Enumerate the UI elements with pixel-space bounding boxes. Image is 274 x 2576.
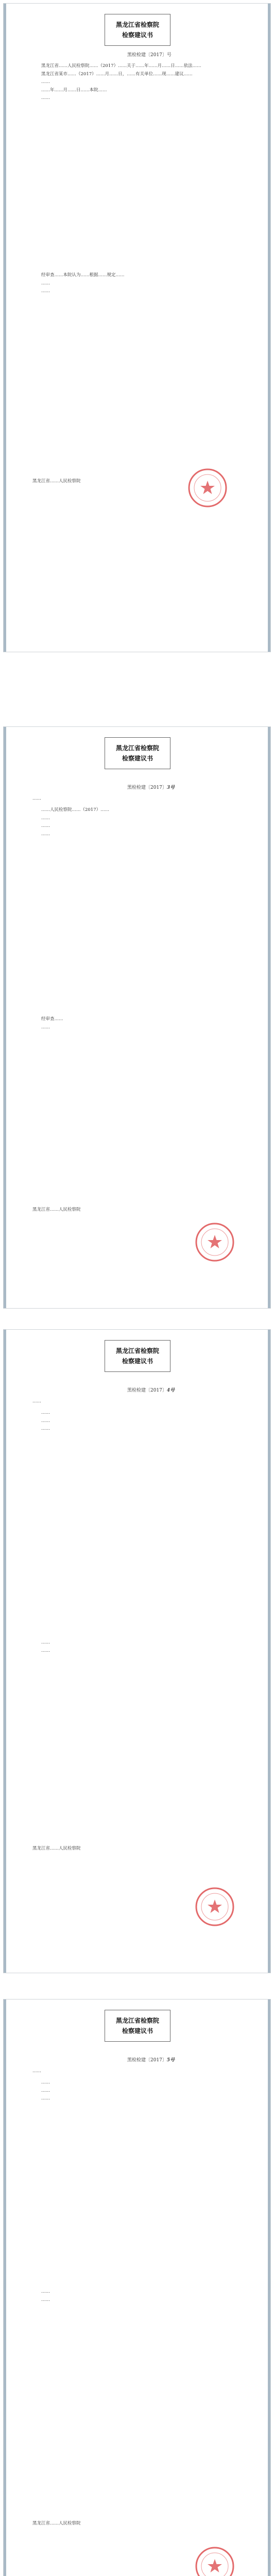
- page-edge-left: [4, 1330, 6, 1973]
- body-paragraph: ……: [41, 2297, 50, 2302]
- body-paragraph: ……: [41, 831, 50, 837]
- header-org: 黑龙江省检察院: [115, 1347, 159, 1354]
- body-paragraph: 黑龙江省某市……（2017）……月……日，……有关单位……现……建议……: [41, 71, 193, 77]
- salutation: ……: [32, 2069, 41, 2074]
- body-paragraph: ……: [41, 280, 50, 286]
- body-section-2: [32, 1639, 244, 1655]
- body-paragraph: ……年……月……日……本院……: [41, 87, 107, 93]
- body-paragraph: ……: [41, 2289, 50, 2294]
- doc-number-handwritten: 5号: [166, 2058, 175, 2063]
- body-section-2: [32, 1015, 244, 1031]
- doc-number-handwritten: 4号: [166, 1388, 175, 1393]
- document-header-box: [105, 1340, 170, 1372]
- signoff: 黑龙江省……人民检察院: [32, 1846, 81, 1851]
- doc-number: 黑检检建〔2017〕3号: [127, 785, 175, 790]
- doc-number: 黑检检建〔2017〕4号: [127, 1388, 175, 1393]
- body-section-2: [32, 2288, 244, 2304]
- body-paragraph: ……: [41, 1648, 50, 1653]
- header-org: 黑龙江省检察院: [115, 21, 159, 28]
- official-seal: [194, 1886, 235, 1927]
- header-title: 检察建议书: [122, 1358, 153, 1365]
- header-org: 黑龙江省检察院: [115, 744, 159, 752]
- document-header-box: [105, 737, 170, 769]
- page-2: [3, 726, 271, 1309]
- header-org: 黑龙江省检察院: [115, 2017, 159, 2024]
- signoff: 黑龙江省……人民检察院: [32, 1207, 81, 1212]
- body-section-1: [32, 2079, 244, 2103]
- body-section-2: [32, 272, 244, 296]
- doc-number: 黑检检建〔2017〕号: [127, 53, 172, 58]
- body-section-1: [32, 62, 244, 103]
- body-paragraph: ……: [41, 815, 50, 821]
- page-1: [3, 3, 271, 652]
- page-4: [3, 1999, 271, 2576]
- header-title: 检察建议书: [122, 31, 153, 39]
- body-section-1: [32, 1409, 244, 1433]
- body-paragraph: ……: [41, 823, 50, 828]
- body-paragraph: ……: [41, 1640, 50, 1645]
- body-paragraph: ……: [41, 79, 50, 84]
- doc-number-handwritten: 3号: [166, 785, 175, 790]
- official-seal: [187, 467, 228, 509]
- page-3: [3, 1329, 271, 1973]
- salutation: ……: [32, 1399, 41, 1404]
- body-paragraph: ……: [41, 2096, 50, 2101]
- body-paragraph: ……: [41, 2080, 50, 2085]
- signoff: 黑龙江省……人民检察院: [32, 2521, 81, 2526]
- body-paragraph: 经审查……: [41, 1016, 63, 1022]
- body-paragraph: ……: [41, 1426, 50, 1431]
- page-edge-right: [268, 1330, 270, 1973]
- salutation: ……: [32, 796, 41, 801]
- body-paragraph: ……: [41, 1410, 50, 1415]
- body-paragraph: ……: [41, 1024, 50, 1030]
- signoff: 黑龙江省……人民检察院: [32, 479, 81, 484]
- doc-number: 黑检检建〔2017〕5号: [127, 2058, 175, 2063]
- page-edge-right: [268, 1999, 270, 2576]
- body-paragraph: ……: [41, 2088, 50, 2093]
- official-seal: [194, 2546, 235, 2576]
- page-edge-left: [4, 4, 6, 652]
- page-edge-left: [4, 727, 6, 1308]
- page-edge-right: [268, 727, 270, 1308]
- page-edge-right: [268, 4, 270, 652]
- header-title: 检察建议书: [122, 755, 153, 762]
- document-header-box: [105, 14, 170, 46]
- body-paragraph: ……: [41, 289, 50, 294]
- official-seal: [194, 1222, 235, 1263]
- body-paragraph: ……: [41, 95, 50, 100]
- body-paragraph: ……人民检察院……（2017）……: [41, 807, 110, 812]
- body-paragraph: ……: [41, 1418, 50, 1423]
- body-section-1: [32, 806, 244, 838]
- body-paragraph: 黑龙江省……人民检察院……（2017）……关于……年……月……日……依法……: [41, 63, 201, 69]
- body-paragraph: 经审查……本院认为……根据……规定……: [41, 273, 125, 278]
- header-title: 检察建议书: [122, 2027, 153, 2035]
- page-edge-left: [4, 1999, 6, 2576]
- document-header-box: [105, 2010, 170, 2042]
